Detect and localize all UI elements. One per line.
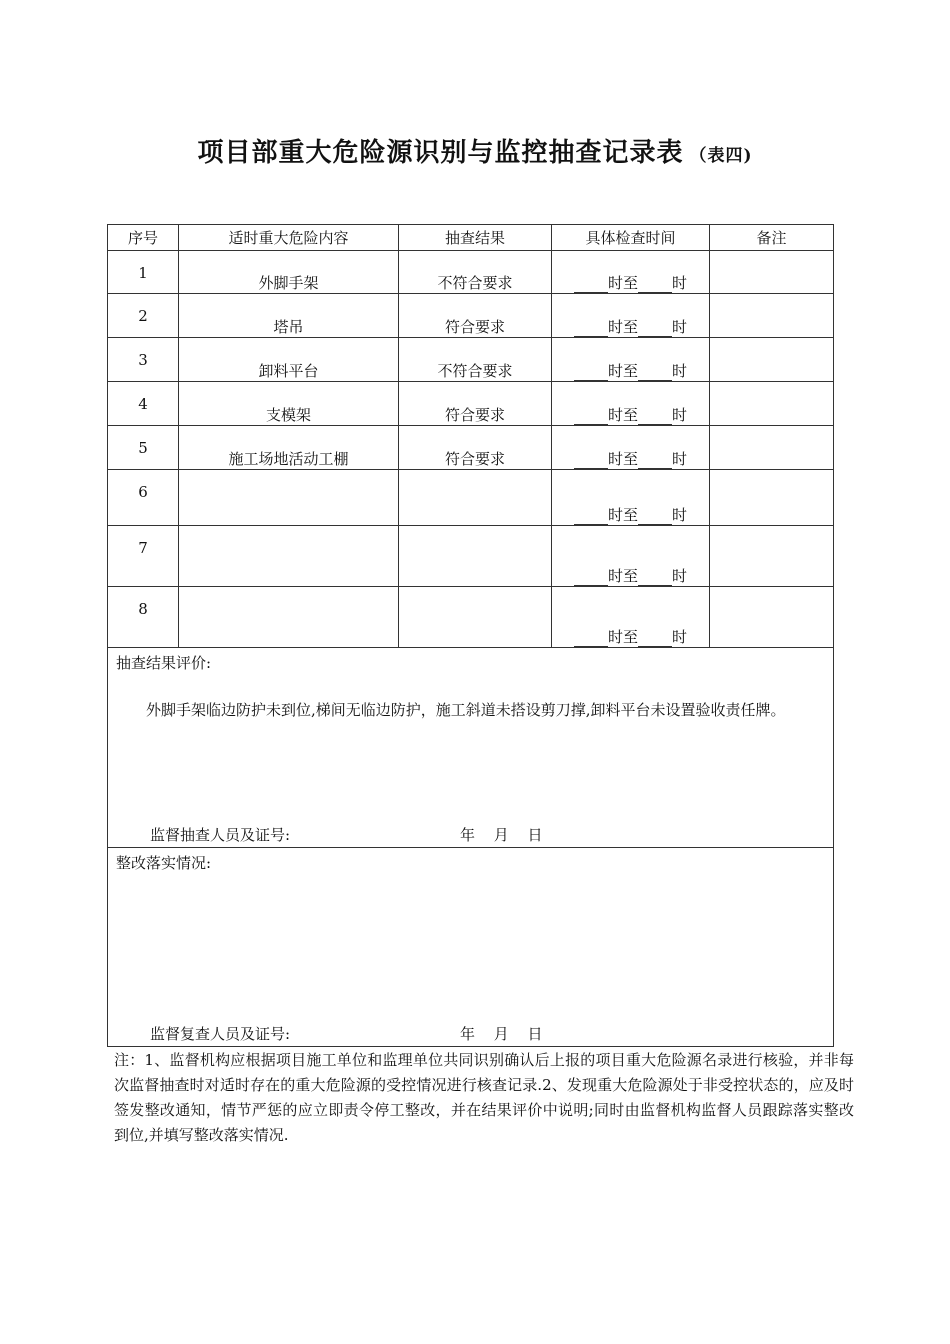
title-suffix: （表四) [689, 146, 753, 166]
row-content [179, 526, 399, 587]
hour-from-blank [574, 277, 608, 293]
table-row [108, 294, 834, 338]
hour-from-blank [574, 453, 608, 469]
row-content: 塔吊 [179, 294, 399, 338]
rectification-row [108, 848, 834, 1047]
evaluation-cell [108, 648, 834, 848]
time-end-text: 时 [672, 506, 688, 524]
table-row [108, 526, 834, 587]
time-mid-text: 时至 [607, 506, 638, 524]
row-index: 1 [108, 251, 179, 294]
time-end-text: 时 [672, 406, 688, 424]
inspector-sign-label: 监督抽查人员及证号: [150, 826, 291, 844]
row-result: 不符合要求 [399, 251, 552, 294]
page-title [0, 132, 950, 169]
row-content [179, 587, 399, 648]
evaluation-row [108, 648, 834, 848]
hour-to-blank [638, 570, 672, 586]
rectification-label: 整改落实情况: [116, 854, 212, 872]
header-remark: 备注 [710, 225, 834, 251]
table-row [108, 251, 834, 294]
time-end-text: 时 [672, 450, 688, 468]
time-end-text: 时 [672, 628, 688, 646]
reviewer-sign-label: 监督复查人员及证号: [150, 1025, 291, 1043]
row-remark [710, 526, 834, 587]
row-result: 符合要求 [399, 426, 552, 470]
row-remark [710, 294, 834, 338]
table-header-row [108, 225, 834, 251]
time-end-text: 时 [672, 318, 688, 336]
row-time [552, 526, 710, 587]
review-date-label: 年 月 日 [460, 1025, 543, 1043]
row-time [552, 382, 710, 426]
time-mid-text: 时至 [607, 567, 638, 585]
rectification-cell [108, 848, 834, 1047]
header-time: 具体检查时间 [552, 225, 710, 251]
evaluation-text: 外脚手架临边防护未到位,梯间无临边防护，施工斜道未搭设剪刀撑,卸料平台未设置验收责任牌。 [146, 701, 786, 719]
table-row [108, 382, 834, 426]
table-row [108, 338, 834, 382]
header-content: 适时重大危险内容 [179, 225, 399, 251]
row-index: 4 [108, 382, 179, 426]
row-time [552, 338, 710, 382]
table-row [108, 470, 834, 526]
time-mid-text: 时至 [607, 318, 638, 336]
row-remark [710, 426, 834, 470]
row-content: 卸料平台 [179, 338, 399, 382]
evaluation-label: 抽查结果评价: [116, 654, 212, 672]
time-mid-text: 时至 [607, 362, 638, 380]
row-time [552, 470, 710, 526]
hour-to-blank [638, 277, 672, 293]
hour-to-blank [638, 631, 672, 647]
hour-from-blank [574, 409, 608, 425]
hour-to-blank [638, 321, 672, 337]
time-mid-text: 时至 [607, 450, 638, 468]
time-end-text: 时 [672, 362, 688, 380]
hour-from-blank [574, 365, 608, 381]
inspection-table [107, 224, 834, 1047]
row-result: 符合要求 [399, 294, 552, 338]
inspection-date-label: 年 月 日 [460, 826, 543, 844]
hour-from-blank [574, 509, 608, 525]
row-index: 3 [108, 338, 179, 382]
header-result: 抽查结果 [399, 225, 552, 251]
hour-to-blank [638, 409, 672, 425]
row-content [179, 470, 399, 526]
time-mid-text: 时至 [607, 406, 638, 424]
row-content: 施工场地活动工棚 [179, 426, 399, 470]
row-result [399, 587, 552, 648]
row-remark [710, 338, 834, 382]
table-row [108, 426, 834, 470]
row-result [399, 470, 552, 526]
row-result: 符合要求 [399, 382, 552, 426]
row-time [552, 294, 710, 338]
hour-to-blank [638, 453, 672, 469]
hour-to-blank [638, 509, 672, 525]
row-remark [710, 470, 834, 526]
row-time [552, 587, 710, 648]
row-time [552, 426, 710, 470]
time-mid-text: 时至 [607, 628, 638, 646]
hour-from-blank [574, 631, 608, 647]
table-row [108, 587, 834, 648]
row-index: 6 [108, 470, 179, 526]
row-index: 5 [108, 426, 179, 470]
row-index: 2 [108, 294, 179, 338]
hour-from-blank [574, 321, 608, 337]
title-main: 项目部重大危险源识别与监控抽查记录表 [197, 138, 684, 168]
time-end-text: 时 [672, 567, 688, 585]
row-remark [710, 251, 834, 294]
time-mid-text: 时至 [607, 274, 638, 292]
row-result: 不符合要求 [399, 338, 552, 382]
row-index: 8 [108, 587, 179, 648]
row-content: 外脚手架 [179, 251, 399, 294]
row-index: 7 [108, 526, 179, 587]
row-time [552, 251, 710, 294]
header-index: 序号 [108, 225, 179, 251]
time-end-text: 时 [672, 274, 688, 292]
row-result [399, 526, 552, 587]
hour-from-blank [574, 570, 608, 586]
row-content: 支模架 [179, 382, 399, 426]
hour-to-blank [638, 365, 672, 381]
footnote: 注：1、监督机构应根据项目施工单位和监理单位共同识别确认后上报的项目重大危险源名录进行核验，并非每次监督抽查时对适时存在的重大危险源的受控情况进行核查记录.2、发现重大危险源处于非受控状态的，应及时签发整改通知，情节严惩的应立即责令停工整改，并在结果评价中说明;同时由监督机构监督人员跟踪落实整改到位,并填写整改落实情况. [114, 1051, 854, 1144]
row-remark [710, 382, 834, 426]
row-remark [710, 587, 834, 648]
